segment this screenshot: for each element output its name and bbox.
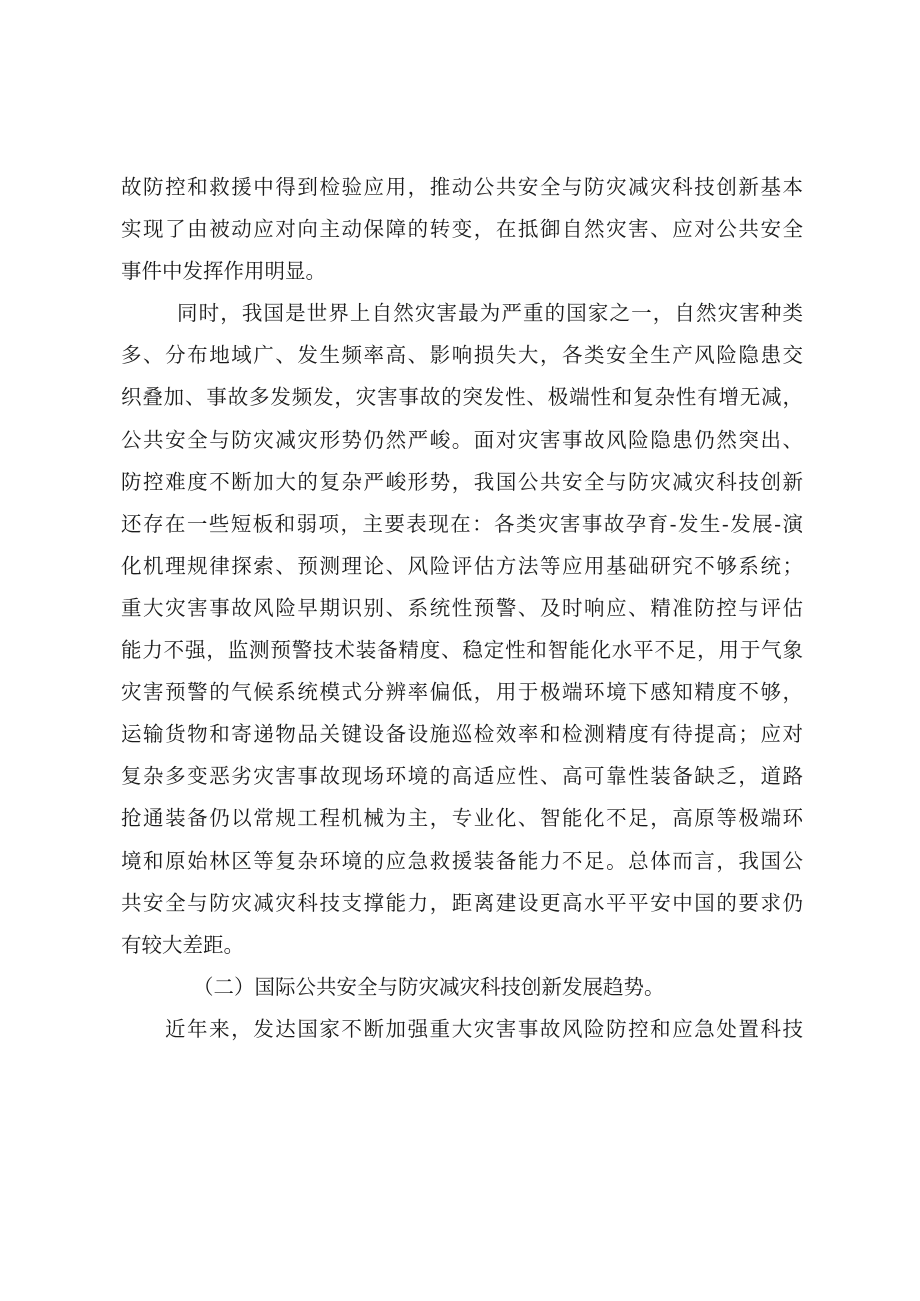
paragraph-body: [121, 292, 803, 966]
paragraph-continuation: [121, 166, 803, 292]
text-line: 化机理规律探索、预测理论、风险评估方法等应用基础研究不够系统；: [121, 553, 803, 578]
section-heading: [121, 966, 803, 1008]
text-line: 故防控和救援中得到检验应用，推动公共安全与防灾减灾科技创新基本: [121, 175, 803, 199]
text-line: 能力不强，监测预警技术装备精度、稳定性和智能化水平不足，用于气象: [121, 638, 803, 663]
paragraph-body: [121, 1008, 803, 1050]
section-heading-text: （二）国际公共安全与防灾减灾科技创新发展趋势。: [193, 974, 665, 999]
text-line: 多、分布地域广、发生频率高、影响损失大，各类安全生产风险隐患交: [121, 343, 803, 368]
text-line: 运输货物和寄递物品关键设备设施巡检效率和检测精度有待提高；应对: [121, 722, 803, 747]
text-line: 防控难度不断加大的复杂严峻形势，我国公共安全与防灾减灾科技创新: [121, 469, 803, 494]
text-line: 实现了由被动应对向主动保障的转变，在抵御自然灾害、应对公共安全: [121, 217, 803, 242]
text-line: 有较大差距。: [121, 932, 244, 957]
text-line: 共安全与防灾减灾科技支撑能力，距离建设更高水平平安中国的要求仍: [121, 890, 803, 915]
text-line: 近年来，发达国家不断加强重大灾害事故风险防控和应急处置科技: [165, 1016, 803, 1041]
text-line: 抢通装备仍以常规工程机械为主，专业化、智能化不足，高原等极端环: [121, 806, 803, 831]
text-line: 还存在一些短板和弱项，主要表现在：各类灾害事故孕育-发生-发展-演: [121, 511, 803, 536]
text-line: 境和原始林区等复杂环境的应急救援装备能力不足。总体而言，我国公: [121, 848, 803, 873]
text-line: 复杂多变恶劣灾害事故现场环境的高适应性、高可靠性装备缺乏，道路: [121, 764, 803, 789]
document-body: [121, 166, 803, 1050]
text-line: 公共安全与防灾减灾形势仍然严峻。面对灾害事故风险隐患仍然突出、: [121, 427, 803, 452]
text-line: 重大灾害事故风险早期识别、系统性预警、及时响应、精准防控与评估: [121, 595, 803, 620]
text-line: 同时，我国是世界上自然灾害最为严重的国家之一，自然灾害种类: [177, 301, 803, 326]
text-line: 织叠加、事故多发频发，灾害事故的突发性、极端性和复杂性有增无减，: [121, 385, 803, 410]
text-line: 灾害预警的气候系统模式分辨率偏低，用于极端环境下感知精度不够，: [121, 680, 803, 705]
text-line: 事件中发挥作用明显。: [121, 259, 326, 284]
